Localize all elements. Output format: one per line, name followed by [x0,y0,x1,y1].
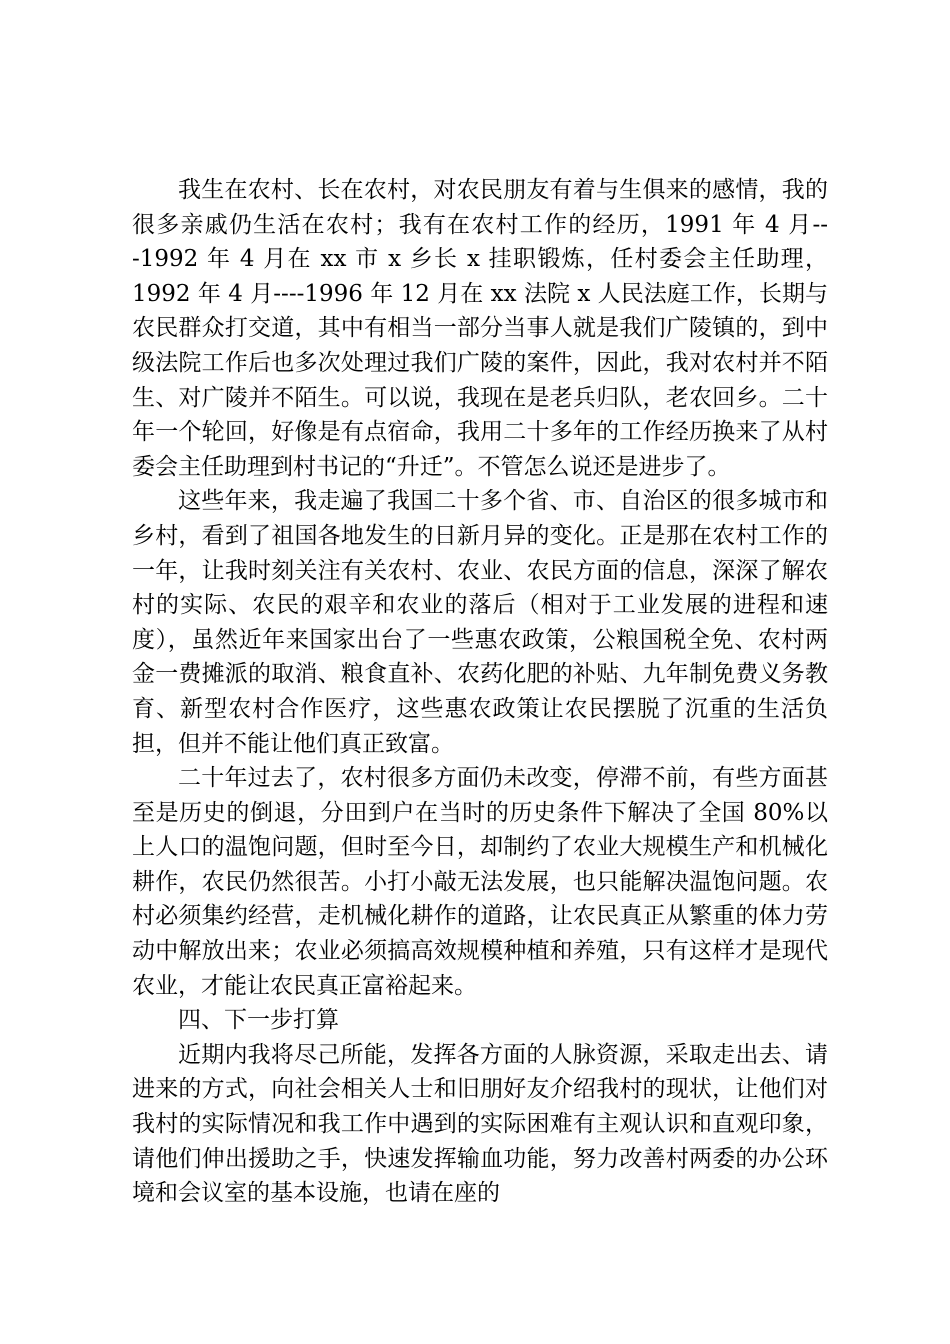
paragraph-rural-background: 我生在农村、长在农村，对农民朋友有着与生俱来的感情，我的很多亲戚仍生活在农村；我有在农村工作的经历，1991 年 4 月---1992 年 4 月在 xx 市 x 乡长 x 挂职锻炼，任村委会主任助理，1992 年 4 月----1996 年 12 月在 xx 法院 x 人民法庭工作，长期与农民群众打交道，其中有相当一部分当事人就是我们广陵镇的，到中级法院工作后也多次处理过我们广陵的案件，因此，我对农村并不陌生、对广陵并不陌生。可以说，我现在是老兵归队，老农回乡。二十年一个轮回，好像是有点宿命，我用二十多年的工作经历换来了从村委会主任助理到村书记的“升迁”。不管怎么说还是进步了。 [132,177,828,480]
document-body [132,173,828,1211]
paragraph-observations: 这些年来，我走遍了我国二十多个省、市、自治区的很多城市和乡村，看到了祖国各地发生的日新月异的变化。正是那在农村工作的一年，让我时刻关注有关农村、农业、农民方面的信息，深深了解农村的实际、农民的艰辛和农业的落后（相对于工业发展的进程和速度），虽然近年来国家出台了一些惠农政策，公粮国税全免、农村两金一费摊派的取消、粮食直补、农药化肥的补贴、九年制免费义务教育、新型农村合作医疗，这些惠农政策让农民摆脱了沉重的生活负担，但并不能让他们真正致富。 [132,488,828,757]
paragraph-rural-problems: 二十年过去了，农村很多方面仍未改变，停滞不前，有些方面甚至是历史的倒退，分田到户在当时的历史条件下解决了全国 80%以上人口的温饱问题，但时至今日，却制约了农业大规模生产和机械化耕作，农民仍然很苦。小打小敲无法发展，也只能解决温饱问题。农村必须集约经营，走机械化耕作的道路，让农民真正从繁重的体力劳动中解放出来；农业必须搞高效规模种植和养殖，只有这样才是现代农业，才能让农民真正富裕起来。 [132,765,828,999]
section-heading: 四、下一步打算 [178,1007,339,1034]
paragraph-next-steps: 近期内我将尽己所能，发挥各方面的人脉资源，采取走出去、请进来的方式，向社会相关人士和旧朋好友介绍我村的现状，让他们对我村的实际情况和我工作中遇到的实际困难有主观认识和直观印象，请他们伸出援助之手，快速发挥输血功能，努力改善村两委的办公环境和会议室的基本设施，也请在座的 [132,1041,828,1207]
